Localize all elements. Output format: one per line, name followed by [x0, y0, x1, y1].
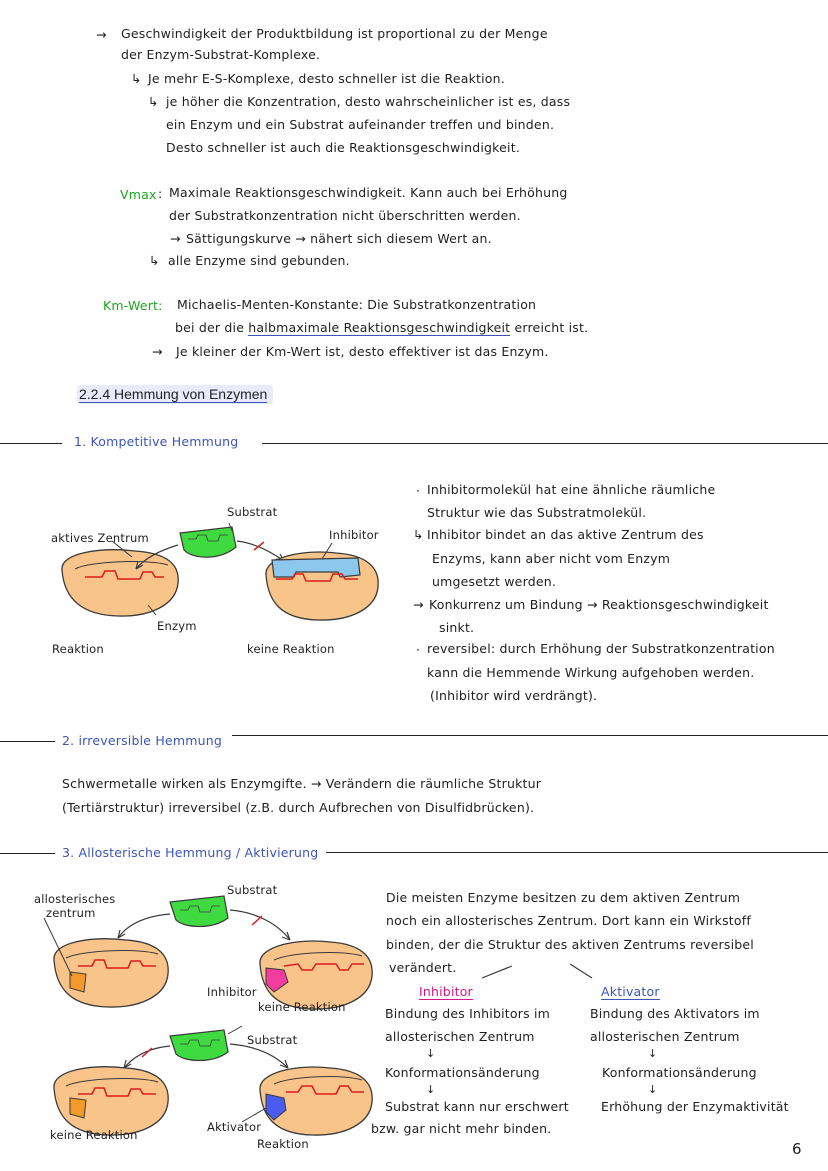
sub-arrow-icon: ↳	[148, 94, 159, 109]
text-line: Inhibitor bindet an das aktive Zentrum des	[427, 527, 704, 542]
bullet-icon: ·	[416, 642, 421, 657]
text-line: Desto schneller ist auch die Reaktionsgeschwindigkeit.	[166, 140, 520, 155]
section-heading-text: 2.2.4 Hemmung von Enzymen	[79, 386, 268, 402]
allosteric-diagram	[30, 880, 370, 1150]
label-zentrum: zentrum	[46, 906, 96, 920]
text-line: der Enzym-Substrat-Komplexe.	[121, 47, 321, 62]
underlined-term: halbmaximale Reaktionsgeschwindigkeit	[248, 320, 511, 335]
text-line: Konformationsänderung	[385, 1065, 540, 1080]
text-line: der Substratkonzentration nicht überschritten werden.	[169, 208, 521, 223]
divider	[0, 853, 55, 854]
text-line: Konformationsänderung	[602, 1065, 757, 1080]
section-heading	[77, 385, 273, 404]
divider	[0, 741, 55, 742]
arrow-icon: →	[152, 344, 163, 359]
km-label: Km-Wert:	[103, 298, 163, 313]
text-line: Sättigungskurve → nähert sich diesem Wert an.	[186, 231, 492, 246]
down-arrow-icon: ↓	[426, 1047, 436, 1060]
label-substrat-upper: Substrat	[227, 883, 278, 897]
down-arrow-icon: ↓	[648, 1083, 658, 1096]
text-line: ein Enzym und ein Substrat aufeinander treffen und binden.	[166, 117, 555, 132]
section-title-3: 3. Allosterische Hemmung / Aktivierung	[62, 845, 319, 860]
text-line: alle Enzyme sind gebunden.	[168, 253, 350, 268]
text-line: je höher die Konzentration, desto wahrscheinlicher ist es, dass	[166, 94, 571, 109]
section-title-2: 2. irreversible Hemmung	[62, 733, 222, 748]
text-line: Maximale Reaktionsgeschwindigkeit. Kann auch bei Erhöhung	[169, 185, 568, 200]
text-line: Je mehr E-S-Komplexe, desto schneller ist die Reaktion.	[148, 71, 505, 86]
colon: :	[158, 186, 163, 201]
text-line: noch ein allosterisches Zentrum. Dort kann ein Wirkstoff	[386, 913, 751, 928]
label-aktives-zentrum: aktives Zentrum	[51, 531, 149, 545]
text-line: Bindung des Inhibitors im	[385, 1006, 551, 1021]
text-line: verändert.	[389, 960, 457, 975]
vmax-label: Vmax	[120, 187, 157, 202]
sub-arrow-icon: ↳	[131, 71, 142, 86]
text-line	[175, 320, 588, 335]
label-keine-reaktion: keine Reaktion	[247, 642, 335, 656]
label-aktivator: Aktivator	[207, 1120, 262, 1134]
aktivator-title: Aktivator	[601, 984, 660, 999]
text-line: sinkt.	[439, 620, 475, 635]
divider	[0, 443, 62, 444]
text-line: allosterischen Zentrum	[385, 1029, 535, 1044]
down-arrow-icon: ↓	[426, 1083, 436, 1096]
text-line: (Inhibitor wird verdrängt).	[430, 688, 598, 703]
label-enzym: Enzym	[157, 619, 197, 633]
label-allosterisches: allosterisches	[34, 892, 116, 906]
down-arrow-icon: ↓	[648, 1047, 658, 1060]
text-line: bzw. gar nicht mehr binden.	[371, 1121, 552, 1136]
text-line: Inhibitormolekül hat eine ähnliche räumliche	[427, 482, 716, 497]
label-substrat: Substrat	[227, 505, 278, 519]
text-line: Schwermetalle wirken als Enzymgifte. → Verändern die räumliche Struktur	[62, 776, 542, 791]
text-line: Bindung des Aktivators im	[590, 1006, 760, 1021]
label-keine-reaktion-lower: keine Reaktion	[50, 1128, 138, 1142]
label-inhibitor: Inhibitor	[207, 985, 257, 999]
label-reaktion-lower: Reaktion	[257, 1137, 309, 1151]
text-line: Die meisten Enzyme besitzen zu dem aktiven Zentrum	[386, 890, 741, 905]
text-line: reversibel: durch Erhöhung der Substratkonzentration	[427, 641, 775, 656]
text-line: Enzyms, kann aber nicht vom Enzym	[432, 551, 671, 566]
text-fragment: erreicht ist.	[514, 320, 589, 335]
arrow-icon: →	[413, 597, 424, 612]
label-keine-reaktion-upper: keine Reaktion	[258, 1000, 346, 1014]
text-line: Erhöhung der Enzymaktivität	[601, 1099, 789, 1114]
bullet-icon: ·	[416, 483, 421, 498]
text-line: Konkurrenz um Bindung → Reaktionsgeschwindigkeit	[429, 597, 769, 612]
divider	[326, 852, 828, 853]
text-line: Substrat kann nur erschwert	[385, 1099, 569, 1114]
label-reaktion: Reaktion	[52, 642, 104, 656]
divider	[232, 735, 828, 736]
page-number: 6	[792, 1140, 802, 1158]
text-fragment: bei der die	[175, 320, 245, 335]
section-title-1: 1. Kompetitive Hemmung	[74, 434, 239, 449]
arrow-icon: →	[170, 231, 181, 246]
text-line: Je kleiner der Km-Wert ist, desto effektiver ist das Enzym.	[176, 344, 549, 359]
text-line: allosterischen Zentrum	[590, 1029, 740, 1044]
arrow-icon: →	[96, 27, 107, 42]
text-line: Michaelis-Menten-Konstante: Die Substratkonzentration	[177, 297, 537, 312]
sub-arrow-icon: ↳	[413, 527, 424, 542]
text-line: (Tertiärstruktur) irreversibel (z.B. durch Aufbrechen von Disulfidbrücken).	[62, 800, 535, 815]
text-line: binden, der die Struktur des aktiven Zentrums reversibel	[386, 937, 754, 952]
text-line: umgesetzt werden.	[432, 574, 557, 589]
branch-lines	[480, 960, 600, 980]
label-substrat-lower: Substrat	[247, 1033, 298, 1047]
inhibitor-title: Inhibitor	[419, 984, 473, 999]
label-inhibitor: Inhibitor	[329, 528, 379, 542]
text-line: kann die Hemmende Wirkung aufgehoben werden.	[427, 665, 755, 680]
text-line: Struktur wie das Substratmolekül.	[427, 505, 647, 520]
sub-arrow-icon: ↳	[149, 253, 160, 268]
divider	[262, 443, 828, 444]
text-line: Geschwindigkeit der Produktbildung ist proportional zu der Menge	[121, 26, 548, 41]
